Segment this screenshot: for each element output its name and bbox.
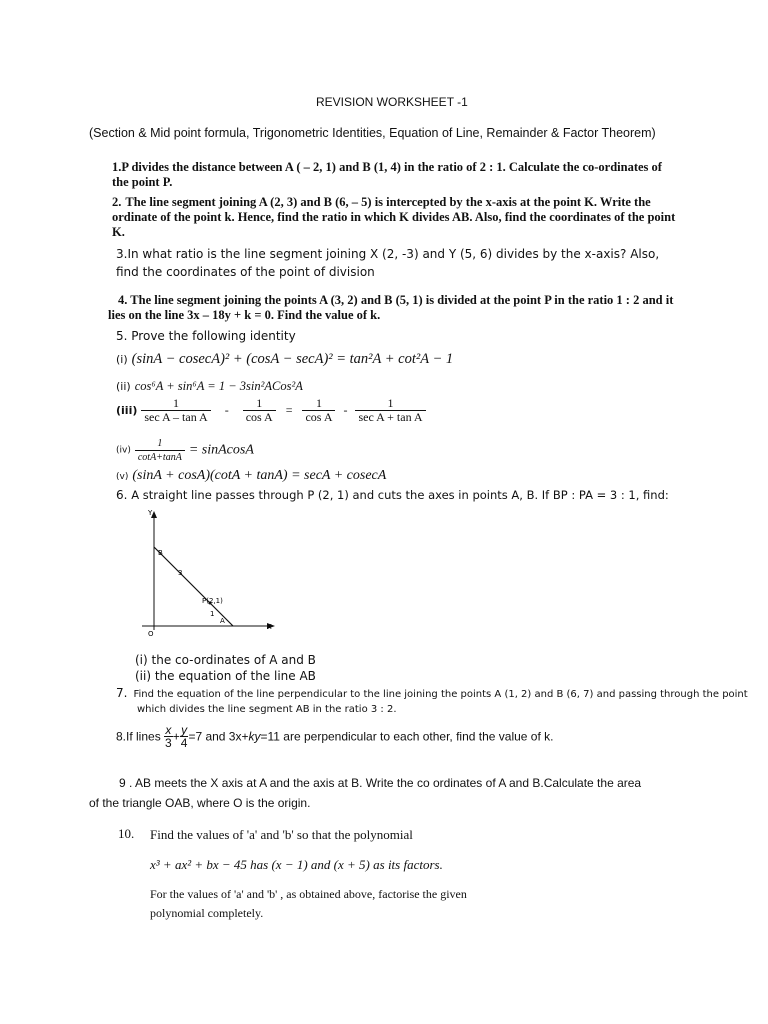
- fraction-numerator: 1: [243, 397, 276, 411]
- question-8-prefix: 8.If lines: [116, 729, 161, 744]
- question-5-number: 5.: [116, 329, 128, 343]
- fraction-denominator: cotA+tanA: [137, 452, 182, 463]
- fraction-numerator: 1: [302, 397, 335, 411]
- identity-v-label: (v): [116, 472, 129, 482]
- fraction-denominator: sec A + tan A: [358, 410, 423, 424]
- question-5-heading: [116, 329, 296, 343]
- fraction-denominator: 3: [165, 736, 172, 750]
- question-2: [112, 195, 675, 240]
- question-1-line-2: the point P.: [112, 175, 173, 189]
- question-8-y: y: [254, 729, 261, 744]
- worksheet-subtitle: (Section & Mid point formula, Trigonometric Identities, Equation of Line, Remainder & Factor Theorem): [89, 126, 656, 140]
- fraction-denominator: 4: [180, 736, 188, 750]
- question-10: [118, 826, 134, 842]
- question-8: [116, 724, 553, 749]
- question-1-line-1: 1.P divides the distance between A ( – 2, 1) and B (1, 4) in the ratio of 2 : 1. Calculate the co-ordinates of: [112, 160, 662, 174]
- identity-i: [116, 350, 453, 368]
- identity-ii: [116, 377, 303, 395]
- question-9-line-1: 9 . AB meets the X axis at A and the axis at B. Write the co ordinates of A and B.Calculate the area: [119, 776, 642, 790]
- identity-iii-fraction-1: [141, 397, 210, 424]
- question-2-number: 2.: [112, 195, 122, 209]
- identity-iii: [116, 397, 426, 424]
- identity-iv-label: (iv): [116, 445, 131, 456]
- question-10-line-1: Find the values of 'a' and 'b' so that the polynomial: [150, 827, 413, 842]
- question-7-line-2: which divides the line segment AB in the ratio 3 : 2.: [137, 704, 397, 715]
- question-6-parts: [135, 652, 316, 684]
- identity-i-label: (i): [116, 353, 128, 366]
- question-10-number: 10.: [118, 826, 135, 841]
- identity-ii-label: (ii): [116, 380, 131, 393]
- identity-v-expression: (sinA + cosA)(cotA + tanA) = secA + cosecA: [132, 468, 387, 483]
- equals-sign: =: [285, 403, 293, 417]
- plus-sign: +: [172, 729, 180, 744]
- y-axis-label: Y: [148, 509, 153, 517]
- question-8-fraction-x: [164, 724, 173, 749]
- minus-sign: -: [224, 403, 229, 417]
- segment-pa-label: 1: [210, 610, 215, 618]
- question-3-line-1: 3.In what ratio is the line segment joining X (2, -3) and Y (5, 6) divides by the x-axis? Also,: [116, 247, 660, 261]
- question-6-diagram: [130, 505, 290, 645]
- fraction-numerator: x: [165, 723, 172, 737]
- question-9-line-2: of the triangle OAB, where O is the origin.: [89, 796, 311, 810]
- identity-iii-fraction-3: [302, 397, 335, 424]
- question-5-text: Prove the following identity: [131, 329, 296, 343]
- segment-bp-label: 3: [178, 569, 183, 577]
- question-7-line-1: Find the equation of the line perpendicular to the line joining the points A (1, 2) and B (6, 7) and passing through the point: [133, 689, 748, 700]
- identity-i-expression: (sinA − cosecA)² + (cosA − secA)² = tan²A + cot²A − 1: [131, 351, 454, 367]
- point-a-label: A: [220, 617, 225, 625]
- question-6-part-ii: (ii) the equation of the line AB: [135, 669, 316, 683]
- identity-iv: [116, 437, 254, 464]
- question-9: [89, 773, 641, 813]
- identity-iii-fraction-4: [355, 397, 425, 424]
- question-8-k: k: [248, 729, 255, 744]
- question-10-line-3: For the values of 'a' and 'b' , as obtained above, factorise the given: [150, 887, 467, 901]
- question-2-line-2: ordinate of the point k. Hence, find the ratio in which K divides AB. Also, find the coordinates of the point: [112, 210, 676, 224]
- identity-v: [116, 466, 386, 484]
- line-ab: [154, 547, 233, 626]
- identity-iii-label: (iii): [116, 404, 138, 417]
- fraction-numerator: 1: [141, 397, 210, 411]
- fraction-denominator: cos A: [305, 410, 333, 424]
- worksheet-title: REVISION WORKSHEET -1: [316, 95, 468, 109]
- question-6-part-i: (i) the co-ordinates of A and B: [135, 653, 316, 667]
- identity-iii-fraction-2: [243, 397, 276, 424]
- identity-ii-expression: cos⁶A + sin⁶A = 1 − 3sin²ACos²A: [134, 379, 303, 393]
- question-6: [116, 488, 669, 502]
- question-8-equation: =7 and 3x+: [188, 729, 249, 744]
- question-1: [112, 160, 662, 190]
- question-4: [108, 293, 673, 323]
- minus-sign: -: [343, 403, 348, 417]
- question-10-body: [150, 827, 467, 921]
- identity-iv-rhs: = sinAcosA: [188, 442, 254, 458]
- question-7-number: 7.: [116, 686, 128, 700]
- question-10-line-4: polynomial completely.: [150, 906, 264, 920]
- question-10-line-2: x³ + ax² + bx − 45 has (x − 1) and (x + 5) as its factors.: [150, 857, 443, 872]
- point-p-label: P(2,1): [202, 597, 223, 605]
- question-7: [116, 686, 748, 717]
- question-3: [116, 245, 659, 281]
- fraction-denominator: cos A: [245, 410, 273, 424]
- question-6-text: A straight line passes through P (2, 1) and cuts the axes in points A, B. If BP : PA = 3 : 1, find:: [131, 488, 669, 502]
- question-3-line-2: find the coordinates of the point of division: [116, 265, 375, 279]
- question-6-number: 6.: [116, 488, 128, 502]
- question-4-line-2: lies on the line 3x – 18y + k = 0. Find the value of k.: [108, 308, 381, 322]
- identity-iv-fraction: [135, 437, 185, 464]
- fraction-numerator: 1: [355, 397, 425, 411]
- fraction-numerator: y: [181, 723, 188, 737]
- fraction-numerator: 1: [135, 437, 185, 451]
- question-8-rest: =11 are perpendicular to each other, find the value of k.: [260, 729, 554, 744]
- origin-label: O: [148, 630, 154, 638]
- question-2-line-3: K.: [112, 225, 125, 239]
- fraction-denominator: sec A – tan A: [144, 410, 208, 424]
- question-4-line-1: 4. The line segment joining the points A (3, 2) and B (5, 1) is divided at the point P in the ratio 1 : 2 and it: [118, 293, 674, 307]
- question-2-line-1: The line segment joining A (2, 3) and B (6, – 5) is intercepted by the x-axis at the point K. Write the: [125, 195, 651, 209]
- point-b-label: B: [158, 549, 163, 557]
- x-axis-label: X: [267, 623, 272, 631]
